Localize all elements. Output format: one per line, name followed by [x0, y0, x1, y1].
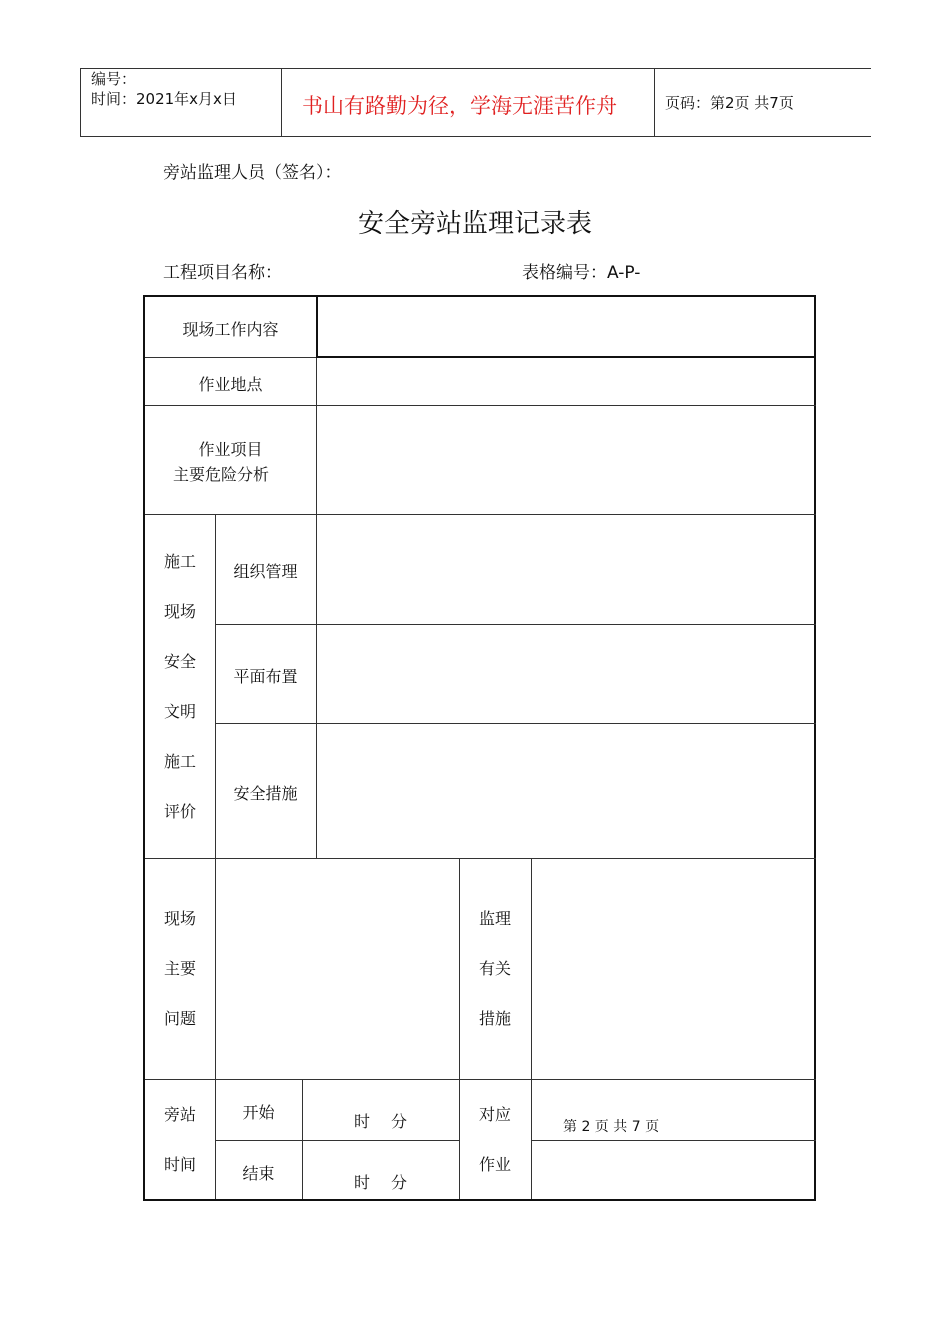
org-mgmt-label: 组织管理: [233, 562, 298, 581]
site-work-content-label: 现场工作内容: [182, 320, 279, 339]
hazard-label-line1: 作业项目: [198, 440, 263, 459]
work-vertical-label: [475, 1090, 515, 1190]
project-name-label: 工程项目名称：: [163, 263, 282, 283]
work-location-field[interactable]: [317, 358, 814, 404]
time-char-2: 时间: [163, 1155, 196, 1174]
safety-measures-label: 安全措施: [233, 784, 298, 803]
eval-char-3: 安全: [163, 652, 196, 671]
hazard-analysis-field[interactable]: [317, 406, 814, 513]
measures-char-3: 措施: [478, 1009, 511, 1028]
problems-char-2: 主要: [163, 959, 196, 978]
start-time-field[interactable]: 时 分: [353, 1112, 408, 1131]
work-char-2: 作业: [478, 1155, 511, 1174]
work-field[interactable]: [532, 1142, 814, 1198]
problems-vertical-label: [160, 894, 200, 1044]
problems-char-3: 问题: [163, 1009, 196, 1028]
end-label: 结束: [242, 1164, 275, 1183]
page-note: 第 2 页 共 7 页: [563, 1119, 660, 1135]
problems-char-1: 现场: [163, 909, 196, 928]
form-number-label: 表格编号：A-P-: [522, 263, 641, 283]
document-header: [80, 68, 871, 137]
start-label: 开始: [242, 1103, 275, 1122]
eval-char-4: 文明: [163, 702, 196, 721]
time-char-1: 旁站: [163, 1105, 196, 1124]
measures-char-2: 有关: [478, 959, 511, 978]
work-location-label: 作业地点: [198, 375, 263, 394]
problems-section-bottom: [145, 1079, 816, 1080]
problems-mid-divider: [459, 858, 460, 1199]
header-left-cell: [81, 69, 282, 136]
work-row-mid-line: [531, 1140, 816, 1141]
measures-char-1: 监理: [478, 909, 511, 928]
time-label: 时间：2021年x月x日: [91, 90, 237, 108]
page-label: 页码：第2页 共7页: [665, 94, 794, 112]
page-title: 安全旁站监理记录表: [357, 209, 592, 239]
record-table: [143, 295, 816, 1201]
time-vertical-label: [160, 1090, 200, 1190]
eval-vertical-label: [160, 537, 200, 837]
eval-char-2: 现场: [163, 602, 196, 621]
work-char-1: 对应: [478, 1105, 511, 1124]
eval-char-1: 施工: [163, 552, 196, 571]
safety-measures-field[interactable]: [317, 724, 814, 857]
eval-char-5: 施工: [163, 752, 196, 771]
header-right-cell: [655, 69, 871, 136]
problems-field[interactable]: [216, 859, 458, 1078]
start-row-bottom: [215, 1140, 459, 1141]
motto-text: 书山有路勤为径，学海无涯苦作舟: [302, 94, 617, 118]
eval-char-6: 评价: [163, 802, 196, 821]
supervisor-signature-line: 旁站监理人员（签名）：: [163, 163, 342, 183]
measures-field[interactable]: [532, 859, 814, 1078]
org-mgmt-field[interactable]: [317, 515, 814, 623]
row1-bottom: [145, 357, 316, 358]
header-motto-cell: [282, 69, 655, 136]
hazard-label-line2: 主要危险分析: [172, 465, 269, 484]
number-label: 编号：: [91, 70, 137, 88]
measures-vertical-label: [475, 894, 515, 1044]
site-work-content-field[interactable]: [318, 297, 814, 355]
layout-plan-field[interactable]: [317, 625, 814, 722]
layout-plan-label: 平面布置: [233, 667, 298, 686]
end-time-field[interactable]: 时 分: [353, 1173, 408, 1192]
